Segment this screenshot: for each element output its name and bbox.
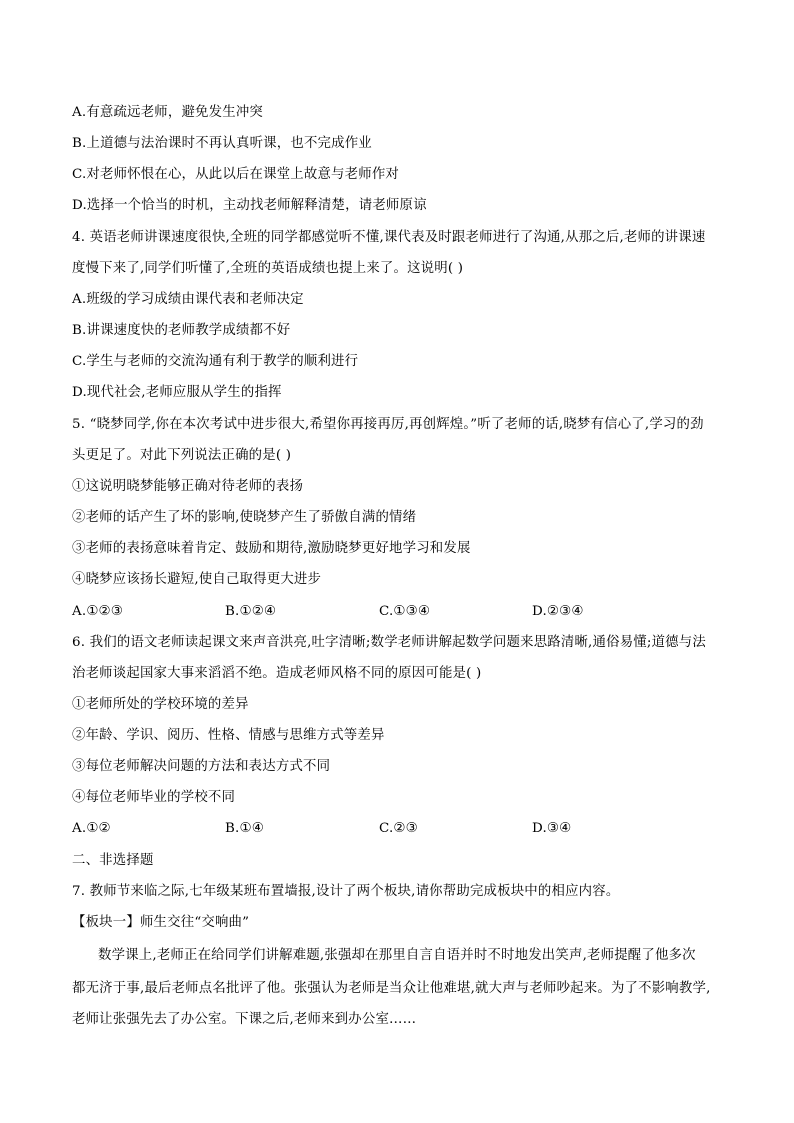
q6-statement-2: ②年龄、学识、阅历、性格、情感与思维方式等差异 xyxy=(72,728,385,743)
q5-choice-b: B.①②④ xyxy=(225,604,277,619)
q5-stem-line-1: 5. “晓梦同学,你在本次考试中进步很大,希望你再接再厉,再创辉煌。”听了老师的话,晓梦有信心了,学习的劲 xyxy=(72,417,704,432)
q4-option-b: B.讲课速度快的老师教学成绩都不好 xyxy=(72,323,291,338)
q6-choice-a: A.①② xyxy=(72,821,111,836)
q5-statement-4: ④晓梦应该扬长避短,使自己取得更大进步 xyxy=(72,572,322,587)
q7-passage-line-2: 都无济于事,最后老师点名批评了他。张强认为老师是当众让他难堪,就大声与老师吵起来。为了不影响教学, xyxy=(72,981,711,996)
q5-statement-2: ②老师的话产生了坏的影响,使晓梦产生了骄傲自满的情绪 xyxy=(72,510,417,525)
q7-passage-line-3: 老师让张强先去了办公室。下课之后,老师来到办公室…… xyxy=(72,1012,417,1027)
q3-option-c: C.对老师怀恨在心，从此以后在课堂上故意与老师作对 xyxy=(72,167,400,182)
q6-stem-line-1: 6. 我们的语文老师读起课文来声音洪亮,吐字清晰;数学老师讲解起数学问题来思路清晰,通俗易懂;道德与法 xyxy=(72,635,706,650)
q3-option-b: B.上道德与法治课时不再认真听课，也不完成作业 xyxy=(72,136,372,151)
q5-statement-1: ①这说明晓梦能够正确对待老师的表扬 xyxy=(72,479,304,494)
q7-block1-title: 【板块一】师生交往“交响曲” xyxy=(72,915,250,930)
q5-choices xyxy=(72,596,727,627)
q3-option-a: A.有意疏远老师，避免发生冲突 xyxy=(72,105,264,120)
section-title-non-choice: 二、非选择题 xyxy=(72,853,154,868)
q6-choice-b: B.①④ xyxy=(225,821,264,836)
q6-statement-3: ③每位老师解决问题的方法和表达方式不同 xyxy=(72,759,331,774)
q5-choice-a: A.①②③ xyxy=(72,604,123,619)
q5-stem-line-2: 头更足了。对此下列说法正确的是( ) xyxy=(72,448,292,463)
q3-option-d: D.选择一个恰当的时机，主动找老师解释清楚，请老师原谅 xyxy=(72,198,427,213)
q6-stem-line-2: 治老师谈起国家大事来滔滔不绝。造成老师风格不同的原因可能是( ) xyxy=(72,666,482,681)
q5-choice-c: C.①③④ xyxy=(379,604,431,619)
q6-choice-c: C.②③ xyxy=(379,821,418,836)
q6-statement-4: ④每位老师毕业的学校不同 xyxy=(72,790,236,805)
q4-option-d: D.现代社会,老师应服从学生的指挥 xyxy=(72,385,282,400)
q5-choice-d: D.②③④ xyxy=(532,604,584,619)
q6-statement-1: ①老师所处的学校环境的差异 xyxy=(72,697,249,712)
q4-stem-line-1: 4. 英语老师讲课速度很快,全班的同学都感觉听不懂,课代表及时跟老师进行了沟通,从那之后,老师的讲课速 xyxy=(72,230,706,245)
q6-choices xyxy=(72,813,727,844)
q5-statement-3: ③老师的表扬意味着肯定、鼓励和期待,激励晓梦更好地学习和发展 xyxy=(72,541,471,556)
q4-option-c: C.学生与老师的交流沟通有利于教学的顺利进行 xyxy=(72,354,359,369)
q4-stem-line-2: 度慢下来了,同学们听懂了,全班的英语成绩也提上来了。这说明( ) xyxy=(72,261,464,276)
q7-passage-line-1: 数学课上,老师正在给同学们讲解难题,张强却在那里自言自语并时不时地发出笑声,老师提醒了他多次 xyxy=(98,948,696,963)
q6-choice-d: D.③④ xyxy=(532,821,572,836)
q7-stem: 7. 教师节来临之际,七年级某班布置墙报,设计了两个板块,请你帮助完成板块中的相应内容。 xyxy=(72,884,620,899)
q4-option-a: A.班级的学习成绩由课代表和老师决定 xyxy=(72,292,304,307)
